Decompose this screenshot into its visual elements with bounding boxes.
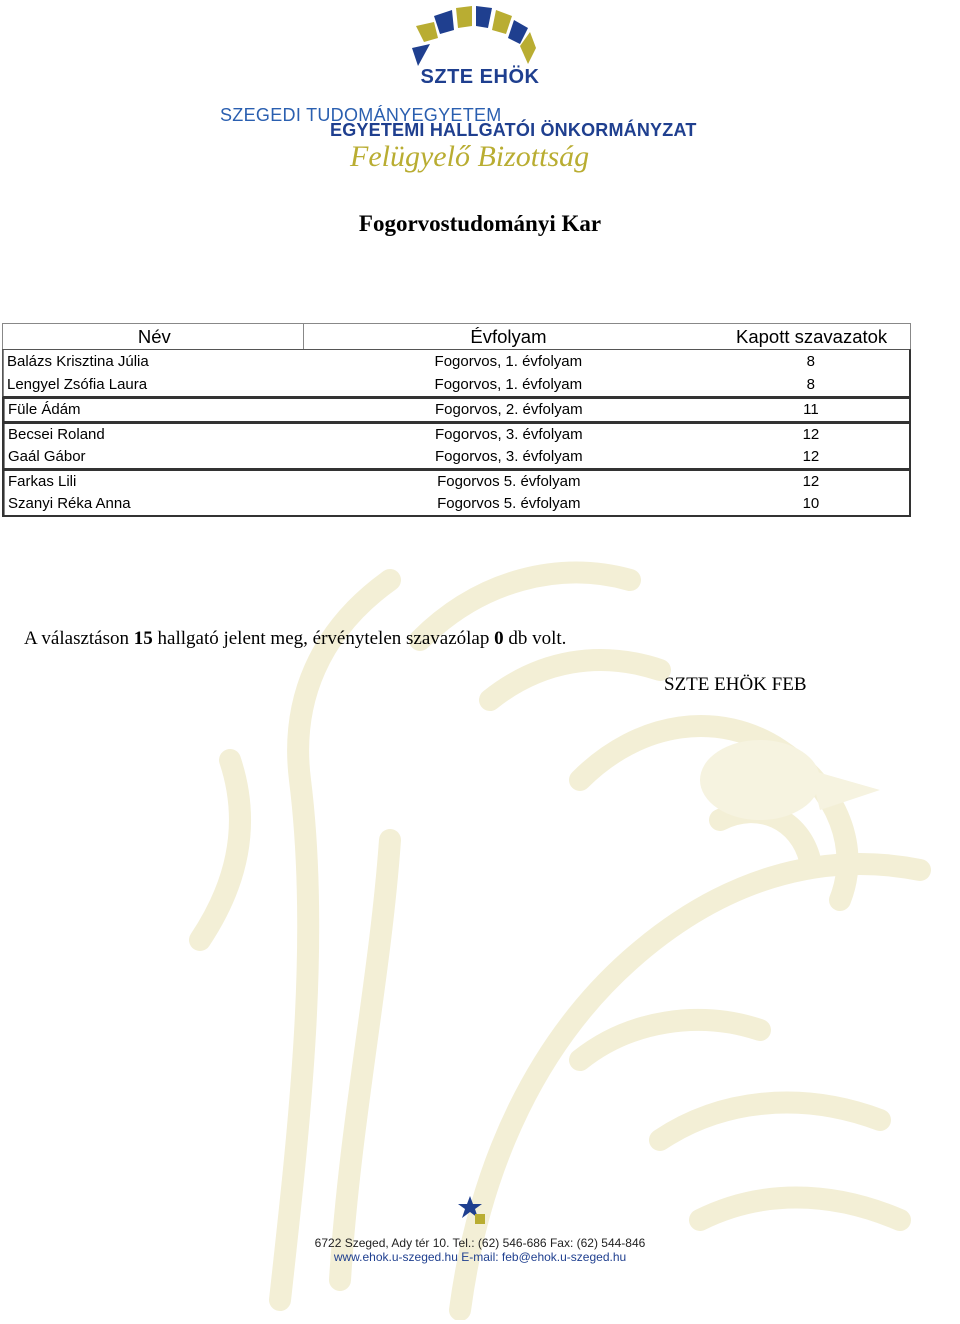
- cell-name: Balázs Krisztina Júlia: [3, 350, 304, 373]
- cell-votes: 12: [802, 473, 820, 491]
- table-header-row: [2, 323, 911, 349]
- summary-suffix: db volt.: [503, 628, 567, 649]
- cell-name: Füle Ádám: [4, 399, 305, 421]
- cell-votes: 12: [802, 426, 820, 444]
- cell-name: Szanyi Réka Anna: [4, 493, 305, 515]
- cell-votes: 8: [806, 352, 815, 370]
- cell-votes: 12: [802, 448, 820, 466]
- header-votes: Kapott szavazatok: [736, 325, 888, 347]
- cell-name: Gaál Gábor: [4, 446, 305, 468]
- cell-year: Fogorvos, 1. évfolyam: [434, 375, 583, 393]
- table-row: [4, 424, 909, 446]
- results-table: [2, 323, 911, 517]
- cell-year: Fogorvos, 2. évfolyam: [435, 401, 583, 419]
- table-row: [4, 493, 909, 515]
- cell-votes: 11: [803, 401, 819, 419]
- table-group-1: [2, 349, 911, 398]
- summary-text: [24, 628, 566, 650]
- cell-votes: 10: [802, 495, 820, 513]
- header-year: Évfolyam: [470, 325, 547, 347]
- cell-year: Fogorvos, 3. évfolyam: [435, 448, 583, 466]
- summary-invalid: 0: [494, 628, 504, 649]
- cell-name: Farkas Lili: [4, 471, 305, 493]
- table-row: [4, 471, 909, 493]
- table-row: [3, 373, 909, 396]
- star-logo-icon: [458, 1196, 488, 1226]
- summary-attendees: 15: [133, 628, 153, 649]
- summary-middle: hallgató jelent meg, érvénytelen szavazólap: [152, 628, 495, 649]
- cell-year: Fogorvos, 3. évfolyam: [435, 426, 583, 444]
- table-group-4: [2, 469, 911, 517]
- header-name: Név: [2, 324, 304, 349]
- cell-year: Fogorvos 5. évfolyam: [437, 473, 581, 491]
- cell-year: Fogorvos 5. évfolyam: [437, 495, 581, 513]
- table-group-3: [2, 422, 911, 470]
- cell-name: Becsei Roland: [4, 424, 305, 446]
- logo-name: SZTE EHÖK: [420, 66, 540, 88]
- logo-board: Felügyelő Bizottság: [350, 140, 590, 173]
- signature: SZTE EHÖK FEB: [664, 674, 807, 695]
- cell-votes: 8: [806, 375, 815, 393]
- table-row: [4, 399, 909, 421]
- table-row: [3, 350, 909, 373]
- sun-rays-logo-icon: [410, 4, 536, 68]
- table-row: [4, 446, 909, 468]
- table-group-2: [2, 397, 911, 423]
- logo-union: EGYETEMI HALLGATÓI ÖNKORMÁNYZAT: [330, 120, 697, 140]
- cell-name: Lengyel Zsófia Laura: [3, 373, 304, 396]
- footer-web: www.ehok.u-szeged.hu E-mail: feb@ehok.u-szeged.hu: [333, 1250, 627, 1264]
- cell-year: Fogorvos, 1. évfolyam: [434, 352, 583, 370]
- summary-prefix: A választáson: [24, 628, 134, 649]
- logo-university: SZEGEDI TUDOMÁNYEGYETEM: [220, 105, 502, 125]
- footer-address: 6722 Szeged, Ady tér 10. Tel.: (62) 546-686 Fax: (62) 544-846: [314, 1236, 646, 1250]
- page-title: Fogorvostudományi Kar: [358, 211, 602, 236]
